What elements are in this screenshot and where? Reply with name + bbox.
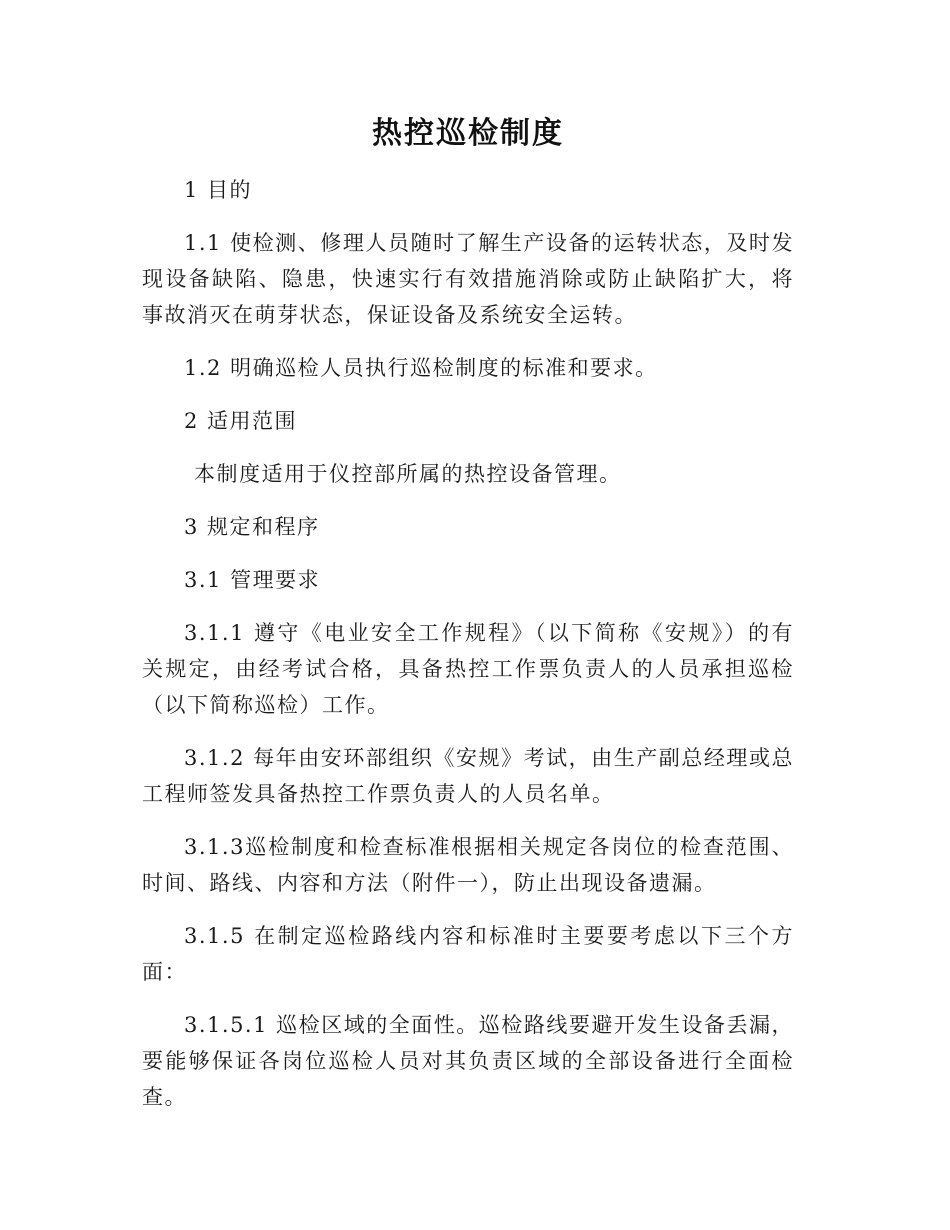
paragraph-3-1-3: 3.1.3巡检制度和检查标准根据相关规定各岗位的检查范围、时间、路线、内容和方法（附件一），防止出现设备遗漏。 [142, 835, 794, 895]
paragraph-3-1-5-1: 3.1.5.1 巡检区域的全面性。巡检路线要避开发生设备丢漏，要能够保证各岗位巡检人员对其负责区域的全部设备进行全面检查。 [142, 1013, 794, 1109]
paragraph-3-1-2: 3.1.2 每年由安环部组织《安规》考试，由生产副总经理或总工程师签发具备热控工作票负责人的人员名单。 [142, 746, 794, 806]
subsection-heading-3-1: 3.1 管理要求 [184, 568, 321, 592]
paragraph-1-2: 1.2 明确巡检人员执行巡检制度的标准和要求。 [184, 356, 658, 380]
document-title: 热控巡检制度 [372, 116, 564, 151]
paragraph-3-1-1: 3.1.1 遵守《电业安全工作规程》（以下简称《安规》）的有关规定，由经考试合格，具备热控工作票负责人的人员承担巡检（以下简称巡检）工作。 [142, 621, 794, 717]
paragraph-3-1-5: 3.1.5 在制定巡检路线内容和标准时主要要考虑以下三个方面： [142, 924, 794, 984]
paragraph-scope: 本制度适用于仪控部所属的热控设备管理。 [194, 462, 622, 486]
paragraph-1-1: 1.1 使检测、修理人员随时了解生产设备的运转状态，及时发现设备缺陷、隐患，快速实行有效措施消除或防止缺陷扩大，将事故消灭在萌芽状态，保证设备及系统安全运转。 [142, 231, 794, 327]
document-body [142, 112, 794, 1132]
section-heading-rules: 3 规定和程序 [184, 515, 320, 539]
section-heading-purpose: 1 目的 [184, 178, 253, 202]
section-heading-scope: 2 适用范围 [184, 409, 298, 433]
